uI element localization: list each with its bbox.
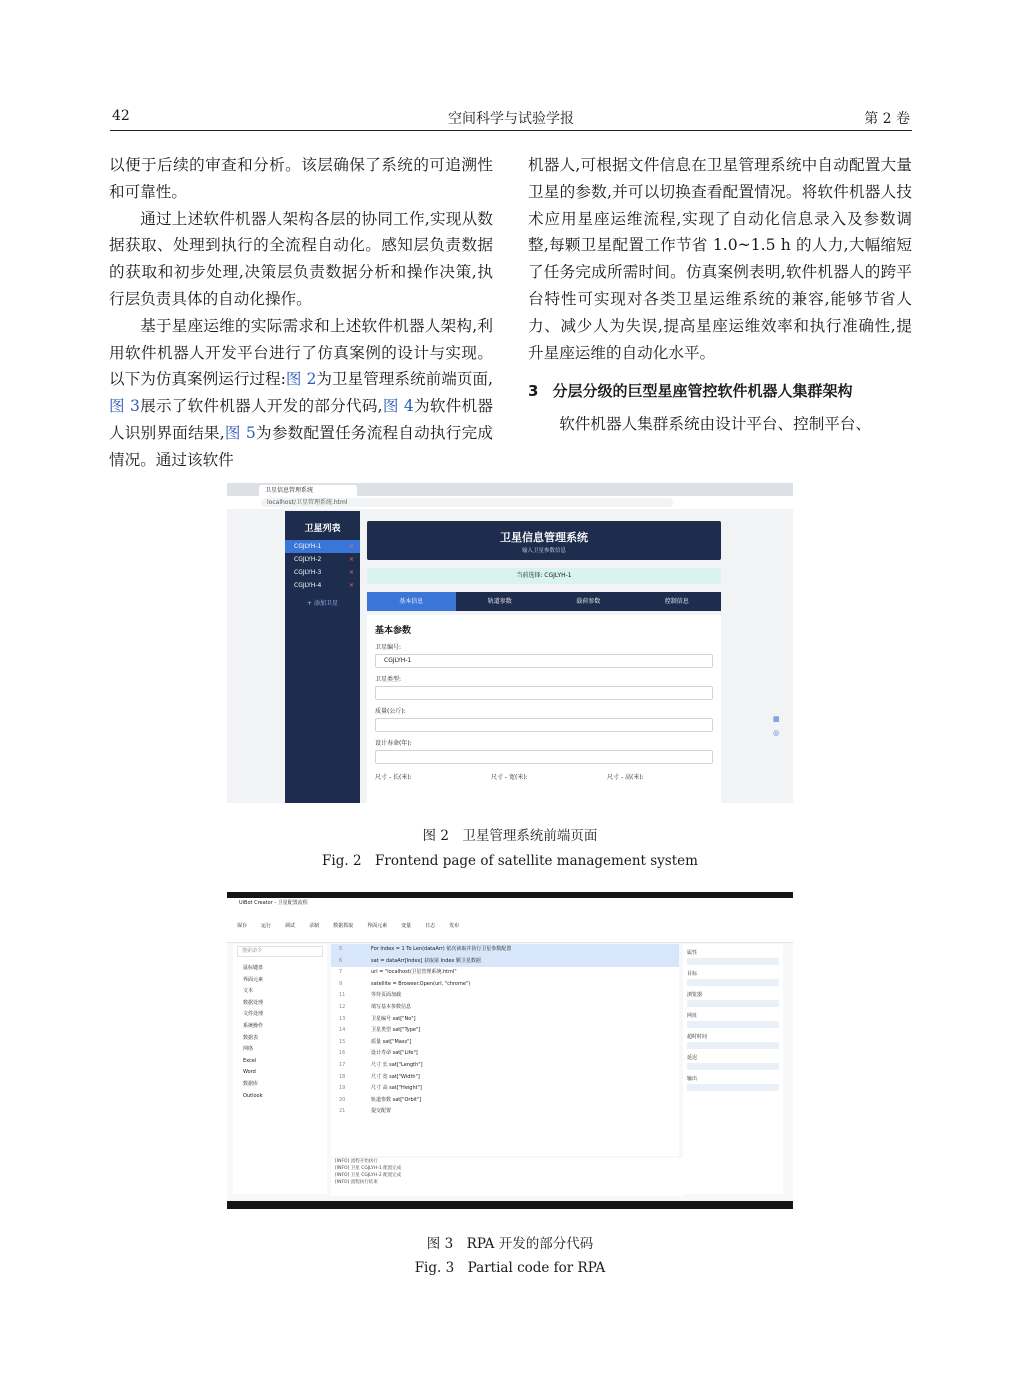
prop-value[interactable]	[687, 979, 779, 986]
prop-value[interactable]	[687, 1042, 779, 1049]
grid-icon[interactable]: ▦	[773, 715, 780, 723]
prop-value[interactable]	[687, 1000, 779, 1007]
app-banner	[367, 521, 721, 560]
log-line: [INFO] 卫星 CGJLYH-2 配置完成	[335, 1173, 402, 1178]
prop-label: 网址	[687, 1013, 698, 1019]
page-header	[110, 104, 912, 131]
figure-3-caption-cn: 图 3 RPA 开发的部分代码	[426, 1236, 594, 1252]
url-field[interactable]: localhost/卫星管理系统.html	[261, 498, 673, 507]
journal-title: 空间科学与试验学报	[448, 111, 574, 127]
nav-tabs	[367, 592, 721, 611]
code-text: 等待页面加载	[371, 992, 402, 999]
prop-label: 浏览器	[687, 992, 703, 998]
code-line[interactable]	[331, 1014, 679, 1026]
sidebar-item-sat3[interactable]	[285, 566, 360, 579]
toolbar-log-button[interactable]: 日志	[425, 922, 436, 929]
paragraph	[109, 313, 493, 474]
paragraph: 以便于后续的审查和分析。该层确保了系统的可追溯性和可靠性。	[109, 156, 493, 201]
properties-panel	[683, 944, 783, 1194]
satellite-sidebar	[285, 511, 360, 803]
figure-3-screenshot	[227, 892, 793, 1209]
figure-3-caption-en: Fig. 3 Partial code for RPA	[414, 1260, 606, 1276]
code-text: 卫星编号 sat["No"]	[371, 1015, 416, 1022]
prop-value[interactable]	[687, 1063, 779, 1070]
code-text: sat = dataArr[Index] 获取第 Index 颗卫星数据	[371, 957, 481, 964]
sat-label: CGJLYH-1	[294, 543, 322, 550]
figure-2-caption-cn: 图 2 卫星管理系统前端页面	[422, 828, 598, 844]
satellite-type-input[interactable]	[375, 686, 713, 700]
line-number: 17	[339, 1061, 346, 1068]
sidebar-item-sat1[interactable]	[285, 540, 360, 553]
toolbar-record-button[interactable]: 录制	[309, 922, 320, 929]
code-text: 卫星类型 sat["Type"]	[371, 1027, 421, 1034]
code-line[interactable]	[331, 1002, 679, 1014]
section-title: 分层分级的巨型星座管控软件机器人集群架构	[552, 382, 853, 401]
browser-tab-bar	[227, 483, 793, 496]
log-line: [INFO] 流程执行结束	[335, 1180, 378, 1185]
line-number: 11	[339, 992, 346, 999]
line-number: 19	[339, 1085, 346, 1092]
tab-basic[interactable]: 基本信息	[367, 592, 456, 611]
mass-input[interactable]	[375, 718, 713, 732]
text-run: 为卫星管理系统前端页面,	[316, 370, 493, 389]
prop-value[interactable]	[687, 1084, 779, 1091]
figure-ref-link[interactable]: 图 4	[382, 397, 414, 416]
delete-icon[interactable]: ×	[348, 543, 354, 550]
output-log	[331, 1158, 683, 1196]
prop-label: 超时时间	[687, 1034, 708, 1040]
line-number: 13	[339, 1015, 346, 1022]
line-number: 18	[339, 1073, 346, 1080]
prop-label: 延迟	[687, 1055, 698, 1061]
log-line: [INFO] 卫星 CGJLYH-1 配置完成	[335, 1166, 402, 1171]
tab-control[interactable]: 控制信息	[633, 592, 722, 611]
line-number: 21	[339, 1108, 346, 1115]
sat-label: CGJLYH-4	[294, 582, 322, 589]
banner-title: 卫星信息管理系统	[500, 531, 588, 544]
tab-orbit[interactable]: 轨道参数	[456, 592, 545, 611]
right-column	[528, 152, 912, 438]
toolbar-scrape-button[interactable]: 数据抓取	[333, 922, 354, 929]
code-line[interactable]	[331, 1106, 679, 1118]
figure-2-screenshot	[227, 483, 793, 803]
field-label: 卫星类型:	[375, 676, 402, 683]
paragraph: 软件机器人集群系统由设计平台、控制平台、	[559, 415, 872, 434]
prop-label: 属性	[687, 950, 698, 956]
tree-item[interactable]: 文件处理	[243, 1011, 264, 1018]
code-line[interactable]	[331, 1083, 679, 1095]
browser-tab[interactable]: 卫星信息管理系统	[259, 485, 357, 496]
code-text: 设计寿命 sat["Life"]	[371, 1050, 418, 1057]
ide-toolbar	[227, 908, 793, 943]
toolbar-debug-button[interactable]: 调试	[285, 922, 296, 929]
text-run: 为软件机器人识别界面结果,	[109, 397, 493, 442]
volume-label: 第 2 卷	[864, 111, 910, 127]
chat-icon[interactable]: ◎	[773, 729, 780, 737]
sat-label: CGJLYH-3	[294, 569, 322, 576]
figure-ref-link[interactable]: 图 2	[285, 370, 317, 389]
command-search-input[interactable]: 搜索命令	[237, 946, 323, 957]
toolbar-save-button[interactable]: 保存	[237, 922, 248, 929]
field-label: 质量(公斤):	[375, 708, 406, 715]
code-line[interactable]	[331, 967, 679, 979]
line-number: 15	[339, 1038, 346, 1045]
text-run: 展示了软件机器人开发的部分代码,	[139, 397, 383, 416]
code-line[interactable]	[331, 944, 679, 956]
section-number: 3	[528, 382, 539, 401]
line-number: 7	[339, 969, 343, 976]
code-line[interactable]	[331, 1048, 679, 1060]
delete-icon[interactable]: ×	[348, 569, 354, 576]
figure-2-caption-en: Fig. 2 Frontend page of satellite management system	[322, 853, 698, 869]
code-line[interactable]	[331, 956, 679, 968]
add-satellite-button[interactable]: + 添加卫星	[307, 600, 338, 607]
lifetime-input[interactable]	[375, 750, 713, 764]
code-text: 轨道参数 sat["Orbit"]	[371, 1096, 422, 1103]
paragraph: 机器人,可根据文件信息在卫星管理系统中自动配置大量卫星的参数,并可以切换查看配置情况。将软件机器人技术应用星座运维流程,实现了自动化信息录入及参数调整,每颗卫星配置工作节省 1.0~1.5 h 的人力,大幅缩短了任务完成所需时间。仿真案例表明,软件机器人的跨平台特性可实现对各类卫星运维系统的兼容,能够节省人力、减少人为失误,提高星座运维效率和执行准确性,提升星座运维的自动化水平。	[528, 156, 912, 362]
dimension-row	[375, 772, 713, 781]
form-title: 基本参数	[375, 626, 412, 636]
code-text: 提交配置	[371, 1108, 392, 1115]
toolbar-publish-button[interactable]: 发布	[449, 922, 460, 929]
ide-title: UiBot Creator - 卫星配置流程	[227, 898, 793, 908]
prop-value[interactable]	[687, 1021, 779, 1028]
tree-item[interactable]: 文本	[243, 988, 254, 995]
dim-width-label: 尺寸 - 宽(米):	[491, 774, 528, 781]
line-number: 16	[339, 1050, 346, 1057]
code-text: satellite = Browser.Open(url, "chrome")	[371, 980, 471, 987]
code-text: 尺寸 高 sat["Height"]	[371, 1085, 422, 1092]
tree-item[interactable]: 数据处理	[243, 999, 264, 1006]
floating-tools	[773, 715, 780, 737]
code-text: 填写基本参数信息	[371, 1003, 412, 1010]
figure-ref-link[interactable]: 图 5	[224, 423, 256, 442]
line-number: 20	[339, 1096, 346, 1103]
basic-params-form	[367, 615, 721, 803]
banner-subtitle: 输入卫星参数信息	[521, 548, 566, 554]
toolbar-run-button[interactable]: 运行	[261, 922, 272, 929]
tree-item[interactable]: Excel	[243, 1057, 257, 1064]
tab-payload[interactable]: 载荷参数	[544, 592, 633, 611]
code-text: 质量 sat["Mass"]	[371, 1038, 412, 1045]
code-text: 尺寸 长 sat["Length"]	[371, 1061, 423, 1068]
sidebar-title: 卫星列表	[304, 524, 341, 534]
line-number: 9	[339, 980, 343, 987]
text-run: 基于星座运维的实际需求和上述软件机器人架构,利用软件机器人开发平台进行了仿真案例的设计与实现。以下为仿真案例运行过程:	[109, 316, 493, 389]
code-line[interactable]	[331, 990, 679, 1002]
sidebar-item-sat4[interactable]	[285, 579, 360, 592]
paragraph: 通过上述软件机器人架构各层的协同工作,实现从数据获取、处理到执行的全流程自动化。感知层负责数据的获取和初步处理,决策层负责数据分析和操作决策,执行层负责具体的自动化操作。	[109, 209, 493, 308]
field-label: 设计寿命(年):	[375, 740, 412, 747]
satellite-id-input[interactable]: CGJLYH-1	[375, 654, 713, 668]
field-label: 卫星编号:	[375, 644, 402, 651]
page-number: 42	[112, 108, 130, 124]
code-line[interactable]	[331, 1072, 679, 1084]
sidebar-item-sat2[interactable]	[285, 553, 360, 566]
browser-address-bar	[227, 496, 793, 509]
code-line[interactable]	[331, 1060, 679, 1072]
log-line: [INFO] 流程开始执行	[335, 1159, 378, 1164]
figure-ref-link[interactable]: 图 3	[109, 397, 140, 416]
line-number: 6	[339, 957, 343, 964]
toolbar-variable-button[interactable]: 变量	[401, 922, 412, 929]
prop-value[interactable]	[687, 958, 779, 965]
text-run: 为参数配置任务流程自动执行完成情况。通过该软件	[109, 423, 493, 469]
code-line[interactable]	[331, 979, 679, 991]
tree-item[interactable]: 数据表	[243, 1034, 259, 1041]
dim-length-label: 尺寸 - 长(米):	[375, 774, 412, 781]
prop-label: 目标	[687, 971, 698, 977]
tree-item[interactable]: Outlook	[243, 1092, 263, 1099]
line-number: 5	[339, 946, 343, 952]
code-text: url = "localhost/卫星管理系统.html"	[371, 969, 457, 976]
line-number: 14	[339, 1027, 346, 1034]
code-text: 尺寸 宽 sat["Width"]	[371, 1073, 420, 1080]
ide-window	[227, 898, 793, 1201]
tree-item[interactable]: 鼠标键盘	[243, 965, 264, 971]
command-tree	[233, 944, 327, 1194]
code-line[interactable]	[331, 1095, 679, 1107]
toolbar-element-button[interactable]: 界面元素	[367, 922, 388, 929]
tree-item[interactable]: 网络	[243, 1046, 254, 1053]
line-number: 12	[339, 1003, 346, 1010]
delete-icon[interactable]: ×	[348, 556, 354, 563]
tree-item[interactable]: 系统操作	[243, 1022, 264, 1029]
prop-label: 输出	[687, 1076, 698, 1082]
current-selection: 当前选择: CGJLYH-1	[367, 568, 721, 584]
tree-item[interactable]: 数据库	[243, 1080, 259, 1087]
code-editor[interactable]	[331, 944, 679, 1156]
left-column	[109, 152, 493, 474]
delete-icon[interactable]: ×	[348, 582, 354, 589]
tree-item[interactable]: 界面元素	[243, 976, 264, 983]
code-line[interactable]	[331, 1037, 679, 1049]
section-heading	[528, 378, 912, 405]
tree-item[interactable]: Word	[243, 1069, 256, 1076]
code-line[interactable]	[331, 1025, 679, 1037]
sat-label: CGJLYH-2	[294, 556, 322, 563]
main-panel	[367, 511, 721, 803]
code-text: For Index = 1 To Len(dataArr) 依次读取并执行卫星参数配置	[371, 946, 512, 952]
dim-height-label: 尺寸 - 高(米):	[607, 774, 644, 781]
